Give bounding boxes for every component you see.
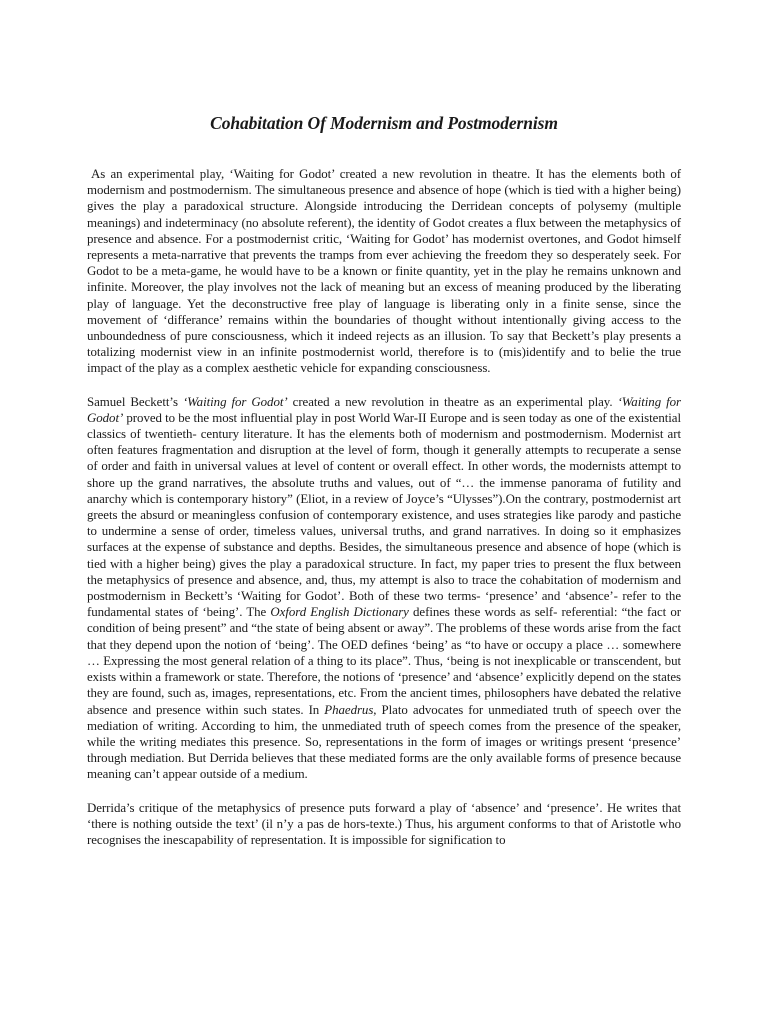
paragraph-2-text: defines these words as self- referential: “the fact or condition of being present” and “the state of being absent or away”. The problems of these words arise from the fact that they depend upon the notion of ‘being’. The OED defines ‘being’ as “to have or occupy a place … somewhere … Expressing the most general relation of a thing to its place”. Thus, ‘being is not inexplicable or transcendent, but exists within a framework or state. Therefore, the notions of ‘presence’ and ‘absence’ explicitly depend on the states they are found, such as, images, representations, etc. From the ancient times, philosophers have debated the relative absence and presence within such states. In (87, 605, 681, 717)
paragraph-2-text: created a new revolution in theatre as an experimental play. (287, 394, 618, 409)
play-title-italic: ‘Waiting for Godot’ (87, 394, 682, 425)
dictionary-title-italic: Oxford English Dictionary (270, 605, 409, 620)
paragraph-3-text: Derrida’s critique of the metaphysics of presence puts forward a play of ‘absence’ and ‘presence’. He writes that ‘there is nothing outside the text’ (il n’y a pas de hors-texte.) Thus, his argument conforms to that of Aristotle who recognises the inescapability of representation. It is impossible for signification to (87, 800, 681, 847)
document-body (87, 166, 681, 865)
paragraph-1 (87, 166, 681, 377)
paragraph-2-text: Samuel Beckett’s (87, 394, 183, 409)
paragraph-2-text: , Plato advocates for unmediated truth of speech over the mediation of writing. According to him, the unmediated truth of speech comes from the presence of the speaker, while the writing mediates this presence. So, representations in the form of images or writings present ‘presence’ through mediation. But Derrida believes that these mediated forms are the only available forms of presence because meaning can’t appear outside of a medium. (87, 702, 682, 782)
paragraph-1-text: As an experimental play, ‘Waiting for Godot’ created a new revolution in theatre. It has the elements both of modernism and postmodernism. The simultaneous presence and absence of hope (which is tied with a higher being) gives the play a paradoxical structure. Alongside introducing the Derridean concepts of polysemy (multiple meanings) and indeterminacy (no absolute referent), the identity of Godot creates a flux between the metaphysics of presence and absence. For a postmodernist critic, ‘Waiting for Godot’ has modernist overtones, and Godot himself represents a meta-narrative that prevents the tramps from ever achieving the freedom they so desperately seek. For Godot to be a meta-game, he would have to be a known or finite quantity, yet in the play he remains unknown and infinite. Moreover, the play involves not the lack of meaning but an excess of meaning produced by the liberating play of language. Yet the deconstructive free play of language is liberating only in a finite sense, since the movement of ‘differance’ remains within the boundaries of thought without intentionally giving access to the unboundedness of pure consciousness, which it indeed rejects as an illusion. To say that Beckett’s play presents a totalizing modernist view in an infinite postmodernist world, therefore is to (mis)identify and to belie the true impact of the play as a complex aesthetic vehicle for expanding consciousness. (87, 167, 681, 376)
document-title: Cohabitation Of Modernism and Postmodernism (210, 113, 558, 133)
phaedrus-title-italic: Phaedrus (324, 702, 374, 717)
play-title-italic: ‘Waiting for Godot’ (182, 394, 288, 409)
paragraph-2 (87, 394, 681, 783)
paragraph-3 (87, 800, 681, 849)
paragraph-2-text: proved to be the most influential play in post World War-II Europe and is seen today as one of the existential classics of twentieth- century literature. It has the elements both of modernism and postmodernism. Modernist art often features fragmentation and disruption at the level of form, though it generally attempts to recuperate a sense of order and faith in universal values at level of content or overall effect. In other words, the modernists attempt to shore up the grand narratives, the absolute truths and values, out of “… the immense panorama of futility and anarchy which is contemporary history” (Eliot, in a review of Joyce’s “Ulysses”).On the contrary, postmodernist art greets the absurd or meaningless confusion of contemporary existence, and uses strategies like parody and pastiche to undermine a sense of order, timeless values, universal truths, and grand narratives. In doing so it emphasizes surfaces at the expense of substance and depths. Besides, the simultaneous presence and absence of hope (which is tied with a higher being) gives the play a paradoxical structure. In fact, my paper tries to present the flux between the metaphysics of presence and absence, and, thus, my attempt is also to trace the cohabitation of modernism and postmodernism in Beckett’s ‘Waiting for Godot’. Both of these two terms- ‘presence’ and ‘absence’- refer to the fundamental states of ‘being’. The (87, 410, 681, 620)
